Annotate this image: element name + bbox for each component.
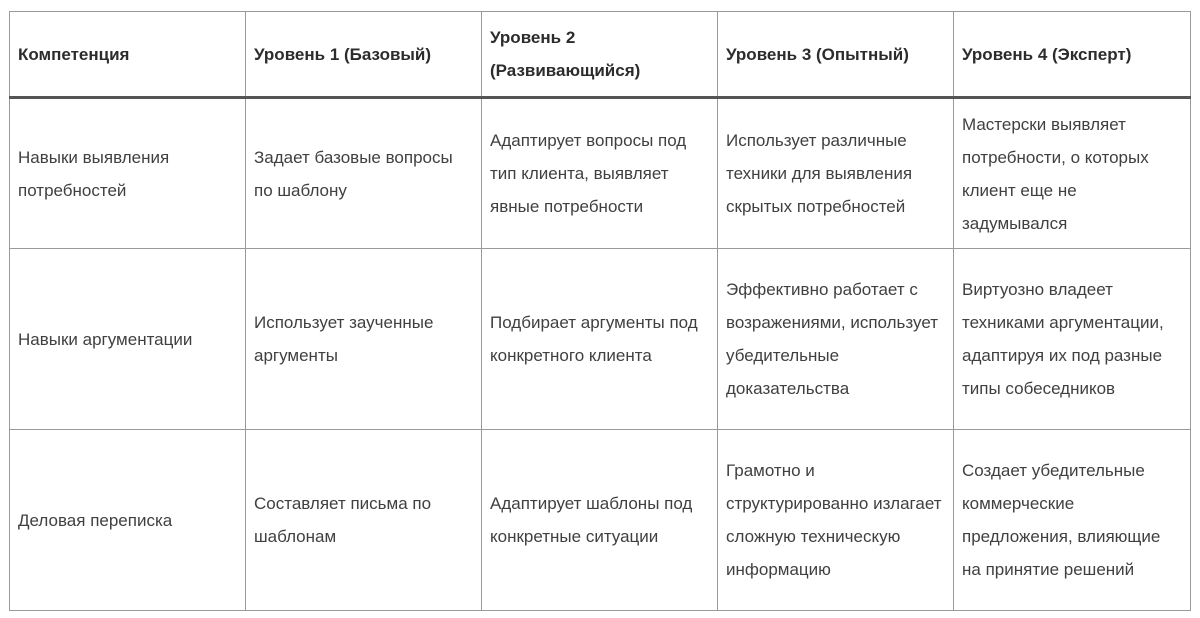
cell-level-3: Использует различные техники для выявления скрытых потребностей [718, 98, 954, 249]
table-row [10, 98, 1191, 249]
cell-level-1: Составляет письма по шаблонам [246, 430, 482, 611]
cell-competency: Деловая переписка [10, 430, 246, 611]
competency-table-container [9, 11, 1190, 611]
cell-level-1: Использует заученные аргументы [246, 249, 482, 430]
competency-table [9, 11, 1191, 611]
header-competency: Компетенция [10, 12, 246, 98]
cell-competency: Навыки выявления потребностей [10, 98, 246, 249]
cell-level-4: Виртуозно владеет техниками аргументации, адаптируя их под разные типы собеседников [954, 249, 1191, 430]
header-level-2: Уровень 2 (Развивающийся) [482, 12, 718, 98]
cell-level-2: Адаптирует вопросы под тип клиента, выявляет явные потребности [482, 98, 718, 249]
table-header [10, 12, 1191, 98]
cell-level-4: Создает убедительные коммерческие предложения, влияющие на принятие решений [954, 430, 1191, 611]
cell-competency: Навыки аргументации [10, 249, 246, 430]
table-row [10, 249, 1191, 430]
cell-level-1: Задает базовые вопросы по шаблону [246, 98, 482, 249]
table-body [10, 98, 1191, 611]
table-row [10, 430, 1191, 611]
cell-level-3: Грамотно и структурированно излагает сложную техническую информацию [718, 430, 954, 611]
header-level-3: Уровень 3 (Опытный) [718, 12, 954, 98]
cell-level-4: Мастерски выявляет потребности, о которых клиент еще не задумывался [954, 98, 1191, 249]
cell-level-2: Адаптирует шаблоны под конкретные ситуации [482, 430, 718, 611]
cell-level-3: Эффективно работает с возражениями, использует убедительные доказательства [718, 249, 954, 430]
cell-level-2: Подбирает аргументы под конкретного клиента [482, 249, 718, 430]
header-level-4: Уровень 4 (Эксперт) [954, 12, 1191, 98]
header-row [10, 12, 1191, 98]
header-level-1: Уровень 1 (Базовый) [246, 12, 482, 98]
